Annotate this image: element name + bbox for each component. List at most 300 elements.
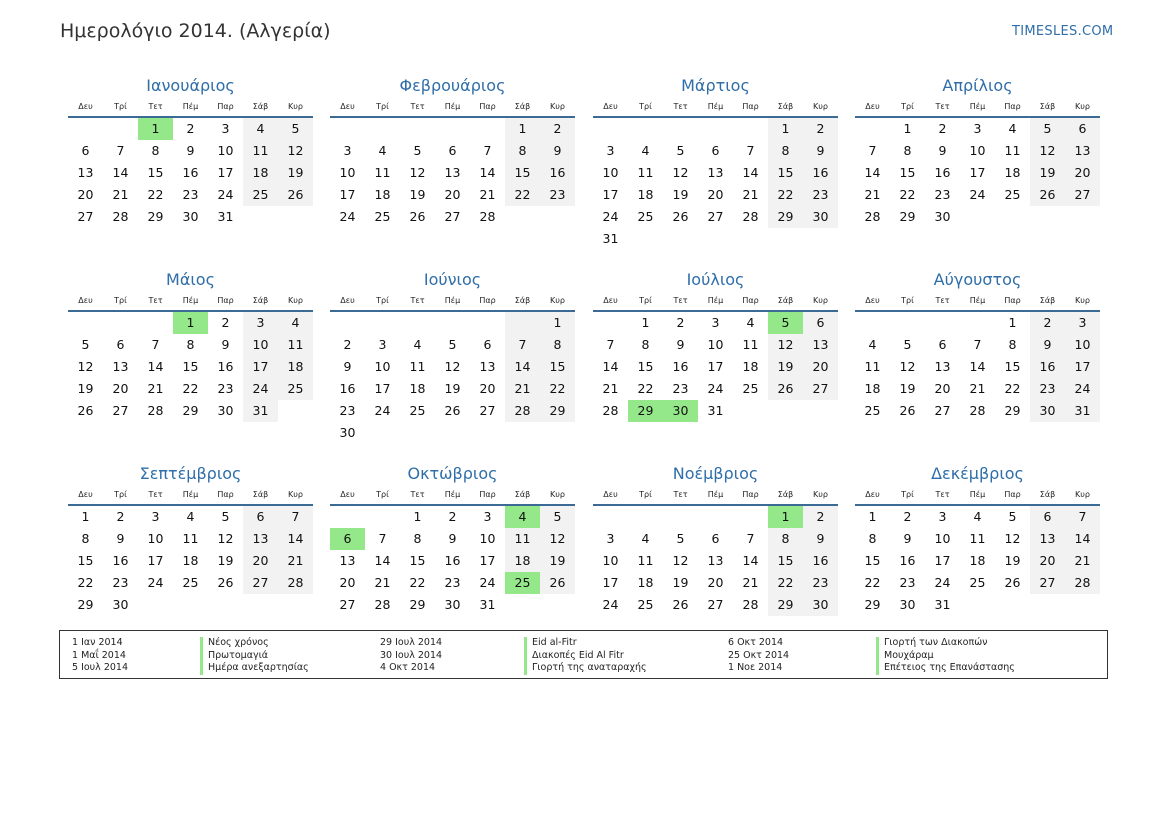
- day-cell: 18: [637, 575, 654, 590]
- day-cell: 9: [803, 528, 838, 550]
- day-cell: 27: [707, 597, 724, 612]
- month-12: [855, 460, 1100, 616]
- weekday-header: [330, 488, 575, 506]
- day-cell: 29: [768, 206, 803, 228]
- day-cell: 17: [969, 165, 986, 180]
- day-cell: 24: [934, 575, 951, 590]
- weekday-header: [330, 100, 575, 118]
- day-cell: 4: [973, 509, 982, 524]
- day-cell: 14: [479, 165, 496, 180]
- day-cell: 14: [602, 359, 619, 374]
- day-cell: 2: [540, 118, 575, 140]
- weekday-label: Παρ: [1004, 490, 1021, 499]
- day-cell: 29: [768, 594, 803, 616]
- weekday-label: Σάβ: [777, 102, 794, 111]
- day-cell: 4: [413, 337, 422, 352]
- day-cell: 5: [221, 509, 230, 524]
- day-cell: 17: [602, 575, 619, 590]
- weekday-label: Δευ: [603, 102, 618, 111]
- day-cell: 22: [1004, 381, 1021, 396]
- day-cell: 3: [1065, 312, 1100, 334]
- day-cell: 20: [707, 575, 724, 590]
- day-cell: 28: [147, 403, 164, 418]
- weekday-label: Τρί: [639, 490, 652, 499]
- day-cell: 16: [803, 162, 838, 184]
- day-cell: 27: [243, 572, 278, 594]
- day-cell: 25: [969, 575, 986, 590]
- weekday-label: Τετ: [935, 296, 950, 305]
- day-cell: 17: [147, 553, 164, 568]
- empty-cell: [138, 312, 173, 334]
- day-cell: 19: [768, 356, 803, 378]
- day-cell: 16: [1030, 356, 1065, 378]
- day-cell: 12: [1030, 140, 1065, 162]
- weekday-header: [855, 294, 1100, 312]
- day-cell: 16: [803, 550, 838, 572]
- weekday-label: Πέμ: [707, 490, 724, 499]
- day-cell: 29: [147, 209, 164, 224]
- day-cell: 21: [278, 550, 313, 572]
- day-cell: 3: [378, 337, 387, 352]
- day-cell: 28: [969, 403, 986, 418]
- day-cell: 24: [147, 575, 164, 590]
- day-cell: 28: [602, 403, 619, 418]
- day-cell: 10: [602, 553, 619, 568]
- day-cell: 31: [934, 597, 951, 612]
- day-cell: 26: [409, 209, 426, 224]
- day-cell: 3: [711, 315, 720, 330]
- weekday-label: Πέμ: [444, 296, 461, 305]
- day-cell: 23: [1030, 378, 1065, 400]
- day-cell: 14: [112, 165, 129, 180]
- day-cell: 30: [339, 425, 356, 440]
- day-cell: 31: [243, 400, 278, 422]
- day-cell: 16: [339, 381, 356, 396]
- weekday-header: [330, 294, 575, 312]
- day-cell: 26: [672, 209, 689, 224]
- legend-date: 30 Ιουλ 2014: [380, 649, 443, 661]
- day-cell: 7: [151, 337, 160, 352]
- day-cell: 15: [182, 359, 199, 374]
- day-cell: 11: [243, 140, 278, 162]
- day-cell: 26: [217, 575, 234, 590]
- day-cell: 22: [409, 575, 426, 590]
- day-cell: 13: [444, 165, 461, 180]
- day-cell: 31: [707, 403, 724, 418]
- day-cell: 21: [864, 187, 881, 202]
- day-cell: 21: [479, 187, 496, 202]
- day-cell: 7: [973, 337, 982, 352]
- month-title: Ιούνιος: [423, 270, 482, 289]
- weekday-label: Δευ: [603, 490, 618, 499]
- day-cell: 14: [742, 553, 759, 568]
- day-cell: 20: [444, 187, 461, 202]
- day-cell: 6: [81, 143, 90, 158]
- day-grid: [855, 312, 1100, 422]
- day-cell: 18: [243, 162, 278, 184]
- day-cell: 28: [742, 209, 759, 224]
- day-cell: 9: [540, 140, 575, 162]
- day-cell: 3: [243, 312, 278, 334]
- weekday-label: Κυρ: [550, 490, 565, 499]
- day-cell: 18: [637, 187, 654, 202]
- day-cell: 21: [147, 381, 164, 396]
- legend-holiday-name: Μουχάραμ: [876, 650, 934, 663]
- weekday-label: Σάβ: [1039, 296, 1056, 305]
- month-title: Ιούλιος: [686, 270, 745, 289]
- empty-cell: [435, 312, 470, 334]
- day-cell: 30: [444, 597, 461, 612]
- weekday-label: Σάβ: [252, 102, 269, 111]
- day-cell: 24: [602, 209, 619, 224]
- legend-date: 29 Ιουλ 2014: [380, 637, 443, 648]
- day-cell: 1: [413, 509, 422, 524]
- day-cell: 1: [505, 118, 540, 140]
- day-cell: 27: [1030, 572, 1065, 594]
- day-cell: 11: [182, 531, 199, 546]
- day-cell: 25: [409, 403, 426, 418]
- legend-holiday-name: Γιορτή της αναταραχής: [524, 662, 647, 675]
- weekday-label: Δευ: [78, 296, 93, 305]
- day-cell: 2: [938, 121, 947, 136]
- day-cell: 15: [147, 165, 164, 180]
- day-cell: 25: [1004, 187, 1021, 202]
- day-cell: 3: [221, 121, 230, 136]
- empty-cell: [365, 506, 400, 528]
- weekday-label: Πέμ: [707, 296, 724, 305]
- day-cell: 16: [217, 359, 234, 374]
- day-cell: 25: [182, 575, 199, 590]
- weekday-label: Δευ: [865, 102, 880, 111]
- day-cell: 13: [77, 165, 94, 180]
- empty-cell: [400, 118, 435, 140]
- day-cell: 15: [1004, 359, 1021, 374]
- day-cell: 7: [746, 531, 755, 546]
- day-cell: 6: [803, 312, 838, 334]
- day-cell: 7: [868, 143, 877, 158]
- holiday-day-cell: 4: [505, 506, 540, 528]
- weekday-header: [593, 100, 838, 118]
- day-grid: [855, 506, 1100, 616]
- day-cell: 6: [711, 531, 720, 546]
- weekday-label: Σάβ: [514, 490, 531, 499]
- day-cell: 23: [540, 184, 575, 206]
- day-cell: 25: [278, 378, 313, 400]
- holiday-day-cell: 6: [330, 528, 365, 550]
- empty-cell: [855, 312, 890, 334]
- day-cell: 21: [742, 187, 759, 202]
- day-cell: 24: [602, 597, 619, 612]
- day-cell: 20: [243, 550, 278, 572]
- day-cell: 23: [217, 381, 234, 396]
- day-cell: 13: [112, 359, 129, 374]
- day-cell: 20: [934, 381, 951, 396]
- day-cell: 17: [217, 165, 234, 180]
- day-cell: 28: [742, 597, 759, 612]
- day-cell: 21: [374, 575, 391, 590]
- day-cell: 18: [864, 381, 881, 396]
- day-cell: 5: [903, 337, 912, 352]
- day-cell: 12: [444, 359, 461, 374]
- holiday-day-cell: 30: [663, 400, 698, 422]
- day-cell: 14: [742, 165, 759, 180]
- weekday-header: [68, 294, 313, 312]
- day-cell: 18: [742, 359, 759, 374]
- weekday-label: Δευ: [78, 102, 93, 111]
- month-4: [855, 72, 1100, 228]
- day-grid: [593, 506, 838, 616]
- month-title: Οκτώβριος: [407, 464, 498, 483]
- weekday-label: Σάβ: [1039, 102, 1056, 111]
- month-title: Δεκέμβριος: [931, 464, 1024, 483]
- day-grid: [68, 312, 313, 422]
- day-cell: 7: [746, 143, 755, 158]
- day-cell: 15: [864, 553, 881, 568]
- day-cell: 4: [746, 315, 755, 330]
- day-cell: 10: [479, 531, 496, 546]
- weekday-label: Κυρ: [550, 296, 565, 305]
- day-cell: 3: [938, 509, 947, 524]
- legend-holiday-name: Επέτειος της Επανάστασης: [876, 662, 1015, 675]
- day-cell: 20: [803, 356, 838, 378]
- weekday-label: Παρ: [742, 296, 759, 305]
- day-cell: 28: [479, 209, 496, 224]
- day-cell: 19: [409, 187, 426, 202]
- weekday-label: Σάβ: [514, 102, 531, 111]
- weekday-label: Τετ: [148, 102, 163, 111]
- day-cell: 6: [483, 337, 492, 352]
- day-cell: 19: [217, 553, 234, 568]
- day-cell: 21: [112, 187, 129, 202]
- weekday-label: Πέμ: [969, 296, 986, 305]
- legend-date: 6 Οκτ 2014: [728, 637, 784, 648]
- month-10: [330, 460, 575, 616]
- day-cell: 1: [540, 312, 575, 334]
- day-cell: 4: [378, 143, 387, 158]
- day-cell: 14: [147, 359, 164, 374]
- day-cell: 9: [1030, 334, 1065, 356]
- day-grid: [68, 118, 313, 228]
- day-cell: 12: [278, 140, 313, 162]
- day-cell: 28: [112, 209, 129, 224]
- empty-cell: [733, 118, 768, 140]
- day-grid: [330, 312, 575, 444]
- month-title: Αύγουστος: [933, 270, 1022, 289]
- day-cell: 21: [742, 575, 759, 590]
- day-cell: 18: [182, 553, 199, 568]
- weekday-label: Παρ: [742, 102, 759, 111]
- legend-holiday-name: Νέος χρόνος: [200, 637, 269, 650]
- day-cell: 15: [540, 356, 575, 378]
- weekday-label: Πέμ: [182, 102, 199, 111]
- day-cell: 19: [278, 162, 313, 184]
- day-cell: 17: [374, 381, 391, 396]
- empty-cell: [365, 118, 400, 140]
- day-cell: 12: [540, 528, 575, 550]
- day-cell: 5: [676, 531, 685, 546]
- weekday-label: Κυρ: [813, 490, 828, 499]
- day-cell: 21: [505, 378, 540, 400]
- day-cell: 8: [81, 531, 90, 546]
- day-cell: 25: [243, 184, 278, 206]
- page-title: Ημερολόγιο 2014. (Αλγερία): [60, 20, 331, 42]
- day-cell: 24: [479, 575, 496, 590]
- weekday-header: [855, 488, 1100, 506]
- empty-cell: [68, 312, 103, 334]
- legend-date: 25 Οκτ 2014: [728, 649, 790, 661]
- weekday-label: Κυρ: [1075, 296, 1090, 305]
- legend-date: 1 Μαΐ 2014: [72, 649, 126, 661]
- day-cell: 23: [803, 184, 838, 206]
- weekday-label: Δευ: [603, 296, 618, 305]
- day-cell: 7: [505, 334, 540, 356]
- day-cell: 6: [243, 506, 278, 528]
- month-3: [593, 72, 838, 250]
- day-cell: 4: [278, 312, 313, 334]
- month-6: [330, 266, 575, 444]
- day-cell: 15: [77, 553, 94, 568]
- empty-cell: [855, 118, 890, 140]
- day-cell: 2: [1030, 312, 1065, 334]
- weekday-label: Δευ: [865, 296, 880, 305]
- month-title: Απρίλιος: [942, 76, 1013, 95]
- legend-holiday-name: Γιορτή των Διακοπών: [876, 637, 987, 650]
- weekday-label: Παρ: [479, 296, 496, 305]
- site-link[interactable]: TIMESLES.COM: [1012, 24, 1114, 39]
- day-cell: 20: [1030, 550, 1065, 572]
- day-cell: 30: [899, 597, 916, 612]
- day-cell: 29: [77, 597, 94, 612]
- day-cell: 22: [505, 184, 540, 206]
- day-cell: 4: [641, 143, 650, 158]
- weekday-label: Πέμ: [707, 102, 724, 111]
- day-cell: 2: [343, 337, 352, 352]
- month-7: [593, 266, 838, 422]
- day-cell: 19: [672, 187, 689, 202]
- day-cell: 8: [868, 531, 877, 546]
- day-cell: 23: [339, 403, 356, 418]
- day-cell: 16: [112, 553, 129, 568]
- holiday-legend: [59, 630, 1108, 679]
- weekday-label: Πέμ: [969, 102, 986, 111]
- weekday-label: Τρί: [376, 102, 389, 111]
- day-cell: 30: [112, 597, 129, 612]
- day-cell: 10: [339, 165, 356, 180]
- weekday-label: Τετ: [410, 102, 425, 111]
- day-cell: 8: [768, 140, 803, 162]
- holiday-day-cell: 1: [173, 312, 208, 334]
- day-cell: 13: [243, 528, 278, 550]
- weekday-label: Σάβ: [252, 490, 269, 499]
- day-cell: 14: [864, 165, 881, 180]
- empty-cell: [663, 118, 698, 140]
- weekday-label: Τρί: [901, 296, 914, 305]
- weekday-label: Δευ: [78, 490, 93, 499]
- day-cell: 30: [803, 594, 838, 616]
- day-cell: 4: [1008, 121, 1017, 136]
- day-grid: [593, 312, 838, 422]
- day-cell: 19: [1030, 162, 1065, 184]
- day-cell: 25: [637, 597, 654, 612]
- weekday-label: Τετ: [148, 490, 163, 499]
- empty-cell: [68, 118, 103, 140]
- day-cell: 20: [77, 187, 94, 202]
- day-cell: 27: [112, 403, 129, 418]
- day-cell: 13: [339, 553, 356, 568]
- day-cell: 3: [606, 531, 615, 546]
- day-cell: 24: [1065, 378, 1100, 400]
- day-cell: 12: [768, 334, 803, 356]
- month-title: Φεβρουάριος: [399, 76, 506, 95]
- day-cell: 16: [540, 162, 575, 184]
- day-cell: 30: [182, 209, 199, 224]
- day-cell: 21: [1065, 550, 1100, 572]
- day-cell: 30: [217, 403, 234, 418]
- day-cell: 21: [969, 381, 986, 396]
- empty-cell: [925, 312, 960, 334]
- day-cell: 11: [409, 359, 426, 374]
- weekday-label: Παρ: [742, 490, 759, 499]
- day-cell: 11: [742, 337, 759, 352]
- day-cell: 2: [116, 509, 125, 524]
- day-cell: 7: [1065, 506, 1100, 528]
- day-cell: 11: [969, 531, 986, 546]
- day-cell: 9: [676, 337, 685, 352]
- weekday-label: Τρί: [376, 490, 389, 499]
- day-cell: 24: [243, 378, 278, 400]
- empty-cell: [593, 118, 628, 140]
- weekday-label: Πέμ: [444, 102, 461, 111]
- weekday-label: Δευ: [340, 102, 355, 111]
- month-8: [855, 266, 1100, 422]
- day-grid: [330, 118, 575, 228]
- day-cell: 12: [1004, 531, 1021, 546]
- day-cell: 27: [339, 597, 356, 612]
- day-cell: 10: [374, 359, 391, 374]
- day-cell: 29: [409, 597, 426, 612]
- day-cell: 6: [116, 337, 125, 352]
- day-cell: 10: [602, 165, 619, 180]
- day-cell: 24: [969, 187, 986, 202]
- day-cell: 4: [868, 337, 877, 352]
- day-cell: 12: [672, 165, 689, 180]
- day-cell: 8: [151, 143, 160, 158]
- day-cell: 11: [1004, 143, 1021, 158]
- empty-cell: [890, 312, 925, 334]
- day-cell: 28: [374, 597, 391, 612]
- day-cell: 5: [676, 143, 685, 158]
- day-cell: 26: [444, 403, 461, 418]
- day-cell: 20: [112, 381, 129, 396]
- day-cell: 11: [637, 553, 654, 568]
- day-cell: 3: [606, 143, 615, 158]
- holiday-day-cell: 1: [768, 506, 803, 528]
- day-cell: 13: [1030, 528, 1065, 550]
- day-cell: 12: [672, 553, 689, 568]
- empty-cell: [663, 506, 698, 528]
- day-cell: 6: [711, 143, 720, 158]
- day-cell: 17: [339, 187, 356, 202]
- day-cell: 17: [243, 356, 278, 378]
- day-cell: 5: [81, 337, 90, 352]
- day-cell: 10: [147, 531, 164, 546]
- day-cell: 1: [768, 118, 803, 140]
- month-11: [593, 460, 838, 616]
- day-cell: 2: [803, 118, 838, 140]
- day-cell: 24: [339, 209, 356, 224]
- day-cell: 23: [112, 575, 129, 590]
- day-cell: 1: [81, 509, 90, 524]
